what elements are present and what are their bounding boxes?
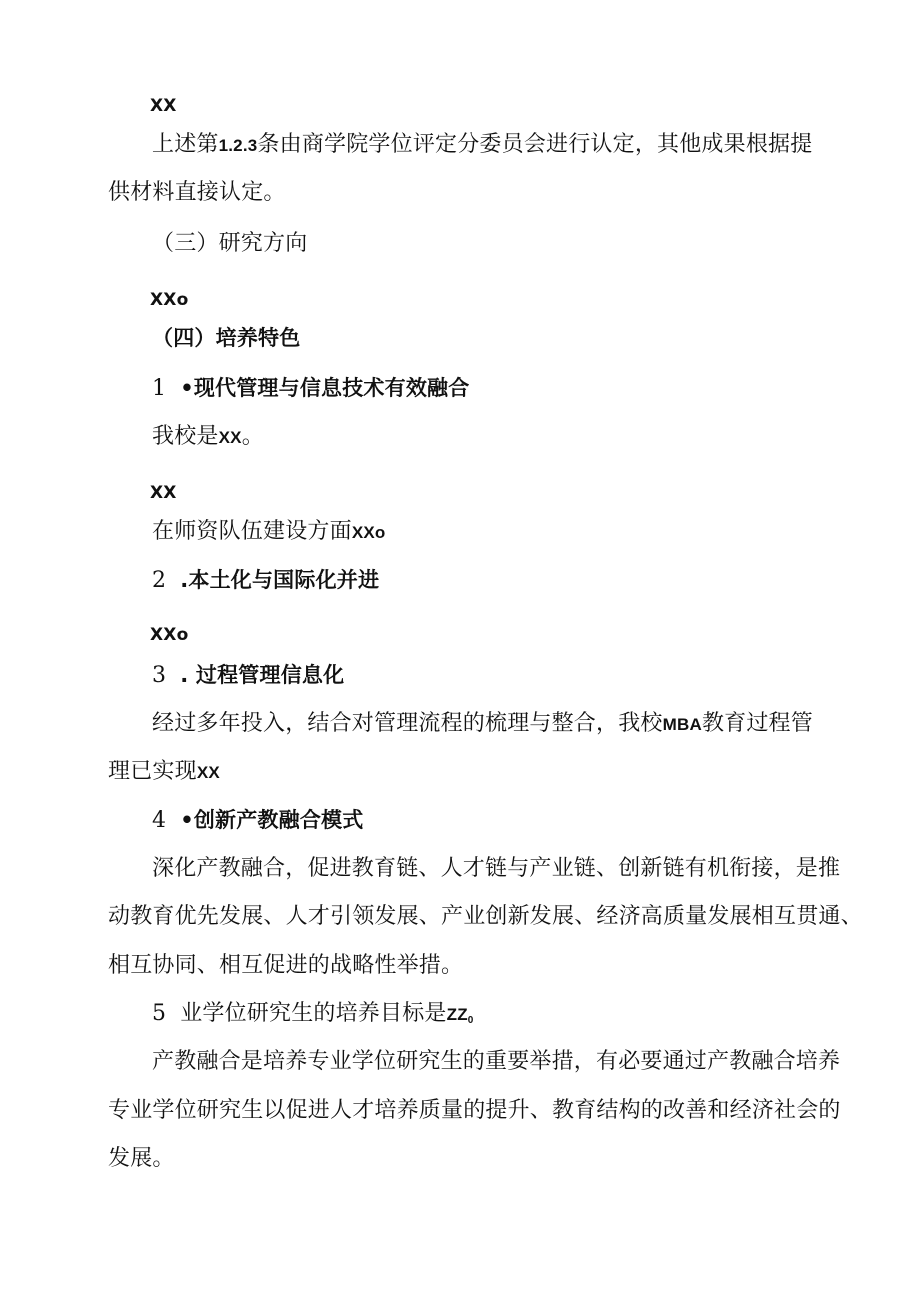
text-run: 我校是 bbox=[152, 424, 219, 449]
paragraph-text: 产教融合是培养专业学位研究生的重要举措，有必要通过产教融合培养 bbox=[152, 1049, 841, 1074]
paragraph-line bbox=[152, 517, 812, 548]
paragraph-line bbox=[108, 951, 812, 981]
list-number: 3 bbox=[152, 663, 167, 688]
list-number: 2 bbox=[152, 568, 167, 593]
paragraph-line bbox=[152, 422, 812, 453]
placeholder-text: XX bbox=[150, 96, 177, 116]
list-number: 5 bbox=[152, 1001, 167, 1026]
numbered-heading bbox=[152, 373, 812, 404]
text-run: 教育过程管 bbox=[701, 711, 813, 736]
paragraph-line bbox=[108, 902, 863, 932]
section-heading bbox=[152, 323, 812, 353]
numbered-heading bbox=[152, 565, 812, 596]
xx-line bbox=[150, 620, 812, 650]
text-run: 经过多年投入，结合对管理流程的梳理与整合，我校 bbox=[152, 711, 663, 736]
numbered-heading-text: . 过程管理信息化 bbox=[180, 663, 345, 687]
numbered-heading-text: •现代管理与信息技术有效融合 bbox=[180, 376, 470, 400]
section-heading-text: （四）培养特色 bbox=[152, 326, 301, 350]
numbered-heading-text: .本土化与国际化并进 bbox=[180, 568, 380, 592]
program-name: MBA bbox=[662, 715, 702, 734]
numbered-heading bbox=[152, 660, 812, 691]
list-number: 1 bbox=[152, 376, 167, 401]
xx-line bbox=[150, 478, 812, 508]
paragraph-text bbox=[152, 130, 812, 161]
text-run: 业学位研究生的培养目标是 bbox=[180, 1001, 447, 1026]
subscript-text: 0 bbox=[467, 1015, 474, 1026]
paragraph-text: 专业学位研究生以促进人才培养质量的提升、教育结构的改善和经济社会的 bbox=[108, 1098, 841, 1123]
numbered-heading bbox=[152, 999, 812, 1036]
paragraph-text: 相互协同、相互促进的战略性举措。 bbox=[108, 953, 464, 978]
paragraph-line bbox=[108, 178, 812, 208]
paragraph-text: 动教育优先发展、人才引领发展、产业创新发展、经济高质量发展相互贯通、 bbox=[108, 904, 863, 929]
paragraph-line bbox=[108, 757, 812, 788]
paragraph-line bbox=[108, 1096, 841, 1126]
text-run: 条由商学院学位评定分委员会进行认定，其他成果根据提 bbox=[257, 132, 813, 157]
placeholder-text: XX bbox=[218, 428, 242, 447]
paragraph-line bbox=[152, 130, 812, 161]
text-run: 在师资队伍建设方面 bbox=[152, 519, 352, 544]
text-run: 理已实现 bbox=[108, 759, 197, 784]
section-heading-text: （三）研究方向 bbox=[152, 231, 308, 256]
list-number: 4 bbox=[152, 808, 167, 833]
placeholder-text: XXo bbox=[351, 523, 386, 542]
clause-number: 1.2.3 bbox=[218, 136, 258, 155]
placeholder-text: ZZ bbox=[446, 1005, 468, 1024]
numbered-heading bbox=[152, 805, 812, 836]
text-run: 。 bbox=[241, 424, 264, 449]
paragraph-line bbox=[108, 1144, 812, 1174]
placeholder-text: XXo bbox=[150, 290, 189, 310]
paragraph-text: 发展。 bbox=[108, 1146, 175, 1171]
xx-line bbox=[150, 91, 812, 121]
xx-line bbox=[150, 285, 812, 315]
paragraph-line bbox=[152, 709, 812, 740]
placeholder-text: XXo bbox=[150, 625, 189, 645]
paragraph-text: 供材料直接认定。 bbox=[108, 180, 286, 205]
placeholder-text: XX bbox=[196, 763, 220, 782]
placeholder-text: XX bbox=[150, 483, 177, 503]
numbered-heading-text: •创新产教融合模式 bbox=[180, 808, 364, 832]
paragraph-text: 深化产教融合，促进教育链、人才链与产业链、创新链有机衔接，是推 bbox=[152, 856, 841, 881]
paragraph-line bbox=[152, 854, 841, 884]
section-heading bbox=[152, 229, 812, 259]
paragraph-line bbox=[152, 1047, 841, 1077]
paragraph-text bbox=[152, 709, 813, 740]
text-run: 上述第 bbox=[152, 132, 219, 157]
